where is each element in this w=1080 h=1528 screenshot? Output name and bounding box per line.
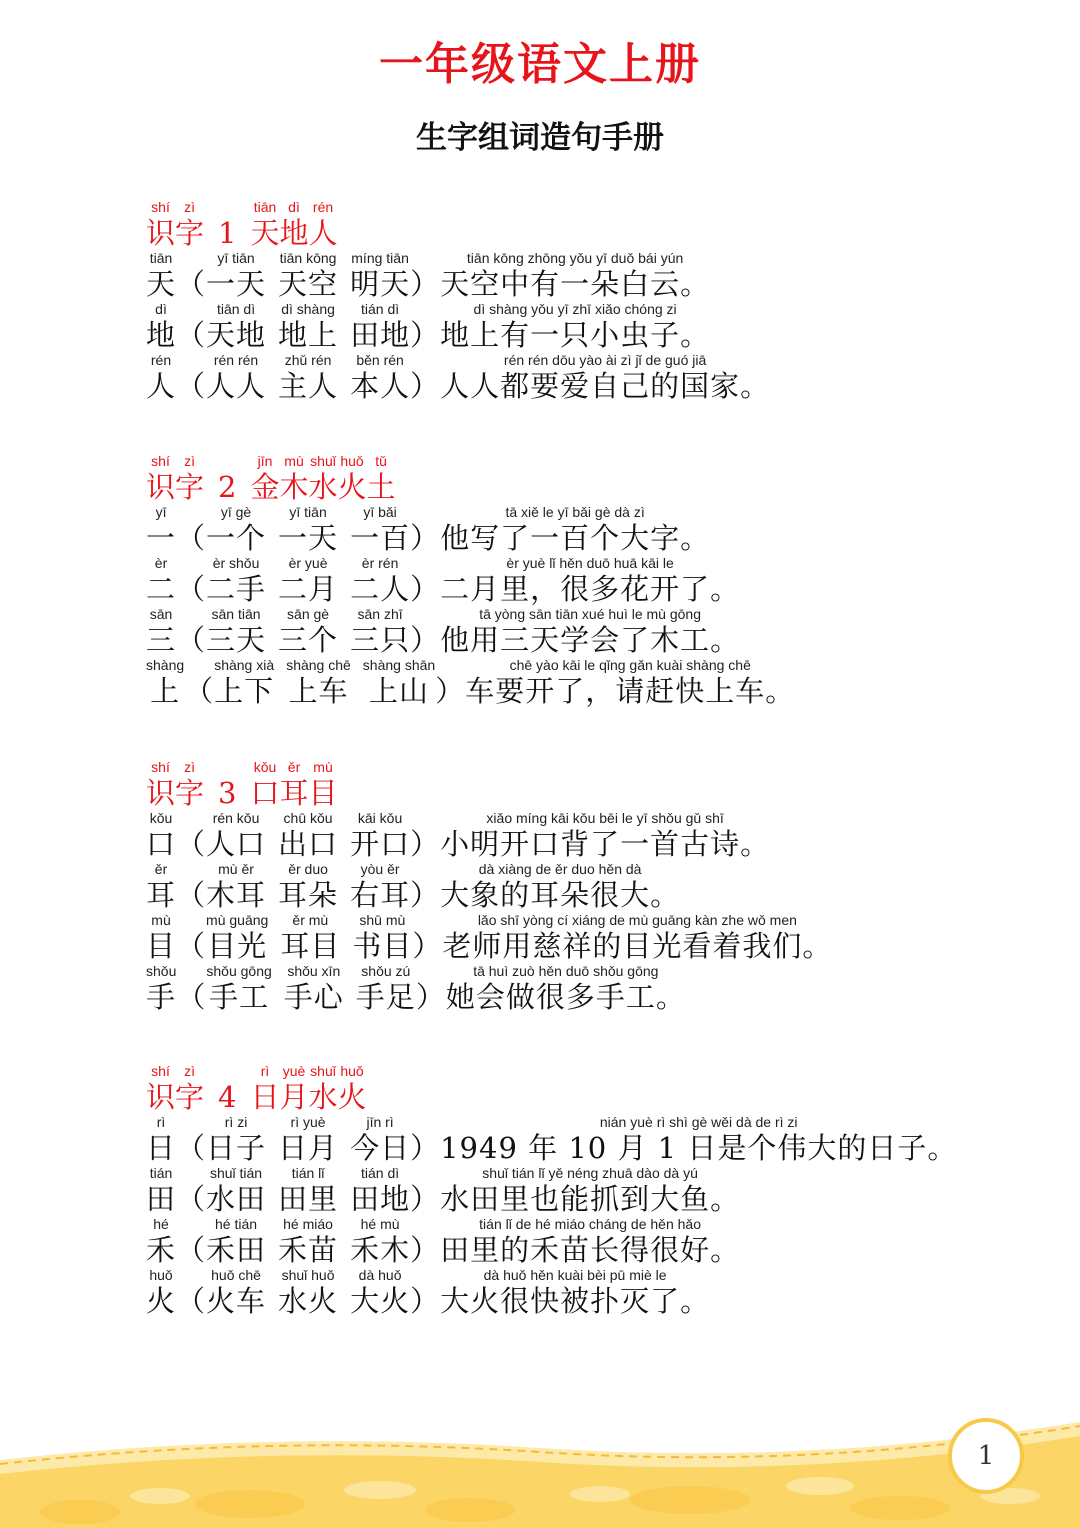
vocab-char: huǒ 火 xyxy=(146,1267,177,1318)
vocab-char: tián 田 xyxy=(146,1165,177,1216)
heading-char: tǔ 土 xyxy=(366,453,396,504)
heading-char: rì 日 xyxy=(250,1063,280,1114)
vocab-row: yī 一 （ yī gè 一个 yī tiān 一天 yī bǎi 一百 ） tā xiě le yī bǎi gè dà zì 他写了一百个大字。 xyxy=(146,504,711,555)
heading-char: mù 木 xyxy=(279,453,309,504)
word: sān tiān 三天 xyxy=(206,606,267,657)
word: tiān dì 天地 xyxy=(206,301,267,352)
sentence: tiān kōng zhōng yǒu yī duǒ bái yún 天空中有一朵白云。 xyxy=(440,250,711,301)
word: hé tián 禾田 xyxy=(206,1216,267,1267)
word: sān gè 三个 xyxy=(278,606,339,657)
heading-char: shí 识 xyxy=(146,199,176,250)
word: mù ěr 木耳 xyxy=(206,861,267,912)
heading-char: shí 识 xyxy=(146,759,176,810)
word: tiān kōng 天空 xyxy=(278,250,339,301)
heading-char: ěr 耳 xyxy=(279,759,309,810)
vocab-char: tiān 天 xyxy=(146,250,177,301)
vocab-char: ěr 耳 xyxy=(146,861,177,912)
word: rén rén 人人 xyxy=(206,352,267,403)
sentence: dà xiàng de ěr duo hěn dà 大象的耳朵很大。 xyxy=(440,861,681,912)
word: chū kǒu 出口 xyxy=(278,810,339,861)
heading-char: shuǐ 水 xyxy=(308,453,338,504)
vocab-char: èr 二 xyxy=(146,555,177,606)
vocab-char: sān 三 xyxy=(146,606,177,657)
heading-char: tiān 天 xyxy=(250,199,280,250)
vocab-row: tiān 天 （ yī tiān 一天 tiān kōng 天空 míng tiān 明天 ） tiān kōng zhōng yǒu yī duǒ bái yún 天空中有一朵白云。 xyxy=(146,250,711,301)
heading-char: jīn 金 xyxy=(250,453,280,504)
word: dì shàng 地上 xyxy=(278,301,339,352)
lesson-2 xyxy=(146,452,1046,708)
heading-char: zì 字 xyxy=(175,453,205,504)
heading-char: shuǐ 水 xyxy=(308,1063,338,1114)
sentence: lǎo shī yòng cí xiáng de mù guāng kàn zhe wǒ men 老师用慈祥的目光看着我们。 xyxy=(442,912,833,963)
word: dà huǒ 大火 xyxy=(350,1267,411,1318)
vocab-row: kǒu 口 （ rén kǒu 人口 chū kǒu 出口 kāi kǒu 开口 ） xiǎo míng kāi kǒu bēi le yī shǒu gǔ shī 小明开口背了一首古诗。 xyxy=(146,810,771,861)
word: shuǐ tián 水田 xyxy=(206,1165,267,1216)
word: shǒu zú 手足 xyxy=(355,963,416,1014)
heading-char: dì 地 xyxy=(279,199,309,250)
word: èr shǒu 二手 xyxy=(206,555,267,606)
lesson-number: 3 xyxy=(218,776,237,810)
lesson-heading xyxy=(146,452,1046,504)
vocab-char: hé 禾 xyxy=(146,1216,177,1267)
lesson-number: 4 xyxy=(218,1080,237,1114)
sentence: tā xiě le yī bǎi gè dà zì 他写了一百个大字。 xyxy=(440,504,711,555)
lesson-number: 1 xyxy=(218,216,237,250)
vocab-row: mù 目 （ mù guāng 目光 ěr mù 耳目 shū mù 书目 ） lǎo shī yòng cí xiáng de mù guāng kàn zhe wǒ men 老师用慈祥的目光看着我们。 xyxy=(146,912,833,963)
vocab-char: dì 地 xyxy=(146,301,177,352)
vocab-row: shàng 上 （ shàng xià 上下 shàng chē 上车 shàng shān 上山 ） chē yào kāi le qǐng gǎn kuài shàng chē 车要开了，请赶快上车。 xyxy=(146,657,796,708)
vocab-row: dì 地 （ tiān dì 天地 dì shàng 地上 tián dì 田地 ） dì shàng yǒu yī zhī xiǎo chóng zi 地上有一只小虫子。 xyxy=(146,301,711,352)
heading-char: zì 字 xyxy=(175,199,205,250)
lesson-4 xyxy=(146,1062,1046,1318)
lesson-heading xyxy=(146,758,1046,810)
word: èr yuè 二月 xyxy=(278,555,339,606)
sentence: tā huì zuò hěn duō shǒu gōng 她会做很多手工。 xyxy=(445,963,686,1014)
heading-char: shí 识 xyxy=(146,453,176,504)
vocab-row: tián 田 （ shuǐ tián 水田 tián lǐ 田里 tián dì 田地 ） shuǐ tián lǐ yě néng zhuā dào dà yú 水田里也能抓到大鱼。 xyxy=(146,1165,741,1216)
lesson-heading xyxy=(146,198,1046,250)
word: hé mù 禾木 xyxy=(350,1216,411,1267)
word: yī tiān 一天 xyxy=(278,504,339,555)
word: sān zhī 三只 xyxy=(350,606,411,657)
vocab-row: sān 三 （ sān tiān 三天 sān gè 三个 sān zhī 三只 ） tā yòng sān tiān xué huì le mù gōng 他用三天学会了木工。 xyxy=(146,606,741,657)
heading-char: yuè 月 xyxy=(279,1063,309,1114)
word: shū mù 书目 xyxy=(352,912,413,963)
sentence: shuǐ tián lǐ yě néng zhuā dào dà yú 水田里也能抓到大鱼。 xyxy=(440,1165,741,1216)
word: shuǐ huǒ 水火 xyxy=(278,1267,339,1318)
word: rì yuè 日月 xyxy=(278,1114,339,1165)
vocab-row: huǒ 火 （ huǒ chē 火车 shuǐ huǒ 水火 dà huǒ 大火 ） dà huǒ hěn kuài bèi pū miè le 大火很快被扑灭了。 xyxy=(146,1267,711,1318)
word: rì zi 日子 xyxy=(206,1114,267,1165)
sentence: èr yuè lǐ hěn duō huā kāi le 二月里，很多花开了。 xyxy=(440,555,741,606)
word: yī bǎi 一百 xyxy=(350,504,411,555)
heading-char: shí 识 xyxy=(146,1063,176,1114)
word: tián dì 田地 xyxy=(350,301,411,352)
vocab-row: rén 人 （ rén rén 人人 zhǔ rén 主人 běn rén 本人 ） rén rén dōu yào ài zì jǐ de guó jiā 人人都要爱自己的国家。 xyxy=(146,352,771,403)
vocab-row: ěr 耳 （ mù ěr 木耳 ěr duo 耳朵 yòu ěr 右耳 ） dà xiàng de ěr duo hěn dà 大象的耳朵很大。 xyxy=(146,861,681,912)
sentence: tā yòng sān tiān xué huì le mù gōng 他用三天学会了木工。 xyxy=(440,606,741,657)
vocab-char: mù 目 xyxy=(146,912,177,963)
word: běn rén 本人 xyxy=(350,352,411,403)
vocab-char: rén 人 xyxy=(146,352,177,403)
heading-char: huǒ 火 xyxy=(337,1063,367,1114)
lesson-1 xyxy=(146,198,1046,403)
heading-char: huǒ 火 xyxy=(337,453,367,504)
footer-wave-decoration xyxy=(0,1400,1080,1528)
word: mù guāng 目光 xyxy=(206,912,269,963)
vocab-row: shǒu 手 （ shǒu gōng 手工 shǒu xīn 手心 shǒu zú 手足 ） tā huì zuò hěn duō shǒu gōng 她会做很多手工。 xyxy=(146,963,686,1014)
vocab-row: èr 二 （ èr shǒu 二手 èr yuè 二月 èr rén 二人 ） èr yuè lǐ hěn duō huā kāi le 二月里，很多花开了。 xyxy=(146,555,741,606)
word: ěr mù 耳目 xyxy=(280,912,341,963)
word: ěr duo 耳朵 xyxy=(278,861,339,912)
word: jīn rì 今日 xyxy=(350,1114,411,1165)
word: zhǔ rén 主人 xyxy=(278,352,339,403)
word: yī gè 一个 xyxy=(206,504,267,555)
heading-char: zì 字 xyxy=(175,1063,205,1114)
word: shàng shān 上山 xyxy=(362,657,436,708)
vocab-row: hé 禾 （ hé tián 禾田 hé miáo 禾苗 hé mù 禾木 ） tián lǐ de hé miáo cháng de hěn hǎo 田里的禾苗长得很好。 xyxy=(146,1216,741,1267)
heading-char: mù 目 xyxy=(308,759,338,810)
lesson-number: 2 xyxy=(218,470,237,504)
lesson-3 xyxy=(146,758,1046,1014)
vocab-row: rì 日 （ rì zi 日子 rì yuè 日月 jīn rì 今日 ） nián yuè rì shì gè wěi dà de rì zi 1949 年 10 月 1 日是个伟大的日子。 xyxy=(146,1114,958,1165)
word: tián lǐ 田里 xyxy=(278,1165,339,1216)
page-title: 一年级语文上册 xyxy=(379,39,701,90)
heading-char: kǒu 口 xyxy=(250,759,280,810)
sentence: rén rén dōu yào ài zì jǐ de guó jiā 人人都要爱自己的国家。 xyxy=(440,352,771,403)
word: shàng xià 上下 xyxy=(214,657,275,708)
word: hé miáo 禾苗 xyxy=(278,1216,339,1267)
heading-char: zì 字 xyxy=(175,759,205,810)
sentence: chē yào kāi le qǐng gǎn kuài shàng chē 车要开了，请赶快上车。 xyxy=(465,657,796,708)
vocab-char: yī 一 xyxy=(146,504,177,555)
vocab-char: kǒu 口 xyxy=(146,810,177,861)
sentence: nián yuè rì shì gè wěi dà de rì zi 1949 年 10 月 1 日是个伟大的日子。 xyxy=(440,1114,958,1165)
word: míng tiān 明天 xyxy=(350,250,411,301)
sentence: tián lǐ de hé miáo cháng de hěn hǎo 田里的禾苗长得很好。 xyxy=(440,1216,741,1267)
word: kāi kǒu 开口 xyxy=(350,810,411,861)
page-number: 1 xyxy=(948,1418,1024,1494)
word: tián dì 田地 xyxy=(350,1165,411,1216)
vocab-char: shǒu 手 xyxy=(146,963,177,1014)
sentence: xiǎo míng kāi kǒu bēi le yī shǒu gǔ shī 小明开口背了一首古诗。 xyxy=(440,810,771,861)
sentence: dà huǒ hěn kuài bèi pū miè le 大火很快被扑灭了。 xyxy=(440,1267,711,1318)
word: shàng chē 上车 xyxy=(286,657,351,708)
word: shǒu xīn 手心 xyxy=(283,963,344,1014)
word: yòu ěr 右耳 xyxy=(350,861,411,912)
word: yī tiān 一天 xyxy=(206,250,267,301)
sentence: dì shàng yǒu yī zhī xiǎo chóng zi 地上有一只小虫子。 xyxy=(440,301,711,352)
vocab-char: shàng 上 xyxy=(146,657,185,708)
word: huǒ chē 火车 xyxy=(206,1267,267,1318)
page-subtitle: 生字组词造句手册 xyxy=(416,120,664,156)
lesson-heading xyxy=(146,1062,1046,1114)
word: èr rén 二人 xyxy=(350,555,411,606)
heading-char: rén 人 xyxy=(308,199,338,250)
vocab-char: rì 日 xyxy=(146,1114,177,1165)
word: rén kǒu 人口 xyxy=(206,810,267,861)
word: shǒu gōng 手工 xyxy=(206,963,272,1014)
